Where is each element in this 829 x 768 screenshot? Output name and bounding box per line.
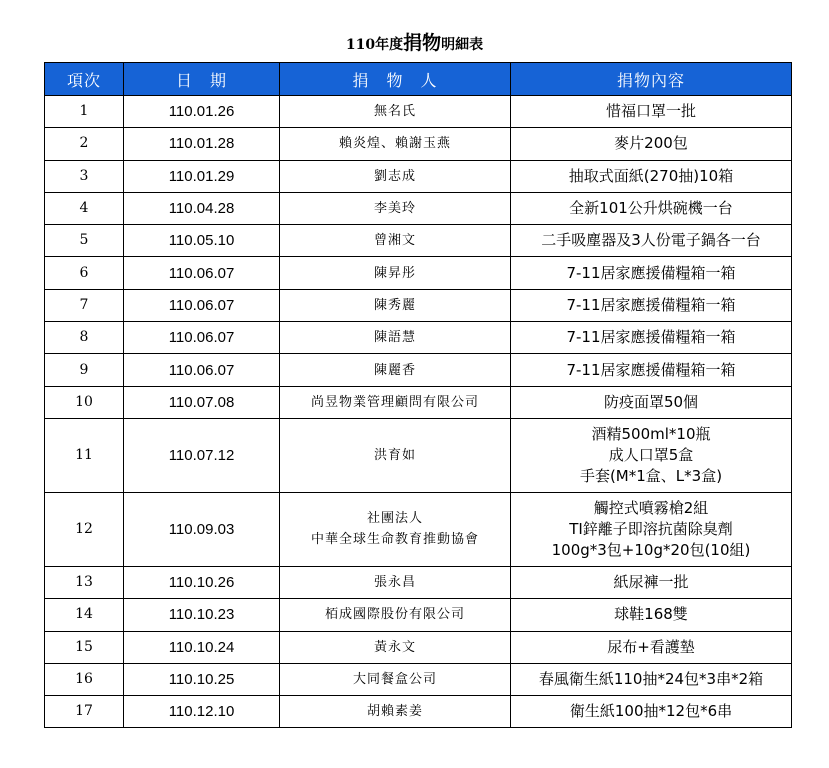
donor-line: 陳麗香	[373, 362, 416, 378]
content-line: 春風衛生紙110抽*24包*3串*2箱	[538, 670, 764, 688]
donor-line: 尚昱物業管理顧問有限公司	[310, 394, 479, 410]
table-row	[45, 631, 792, 663]
row-donor	[280, 225, 511, 257]
row-date: 110.05.10	[124, 225, 280, 257]
row-donor	[280, 289, 511, 321]
table-row	[45, 663, 792, 695]
title-suffix: 明細表	[441, 37, 484, 53]
row-donor	[280, 663, 511, 695]
table-row	[45, 696, 792, 728]
donor-line: 李美玲	[373, 201, 416, 217]
table-body	[45, 96, 792, 728]
row-content	[511, 225, 792, 257]
content-line: 惜福口罩一批	[605, 102, 696, 121]
header-date: 日 期	[124, 63, 280, 96]
row-content	[511, 160, 792, 192]
row-donor	[280, 160, 511, 192]
row-donor	[280, 566, 511, 598]
row-index: 6	[45, 257, 124, 289]
table-row	[45, 354, 792, 386]
row-donor	[280, 322, 511, 354]
content-line: TI鋅離子即溶抗菌除臭劑	[569, 519, 733, 538]
row-date: 110.06.07	[124, 322, 280, 354]
table-row	[45, 225, 792, 257]
content-line: 成人口罩5盒	[608, 445, 694, 464]
table-row	[45, 322, 792, 354]
donor-line: 曾湘文	[373, 233, 416, 249]
row-content	[511, 418, 792, 492]
row-index: 15	[45, 631, 124, 663]
row-content	[511, 631, 792, 663]
content-line: 手套(M*1盒、L*3盒)	[579, 466, 723, 485]
row-date: 110.06.07	[124, 354, 280, 386]
page-title	[0, 28, 829, 55]
row-content	[511, 492, 792, 566]
row-donor	[280, 257, 511, 289]
table-row	[45, 128, 792, 160]
row-donor	[280, 696, 511, 728]
row-content	[511, 599, 792, 631]
row-content	[511, 386, 792, 418]
table-row	[45, 160, 792, 192]
table-row	[45, 386, 792, 418]
row-content	[511, 696, 792, 728]
table-row	[45, 418, 792, 492]
donor-line: 陳秀麗	[373, 297, 416, 313]
content-line: 7-11居家應援備糧箱一箱	[566, 295, 736, 314]
donor-line: 胡賴素姜	[366, 704, 423, 720]
content-line: 紙尿褲一批	[613, 573, 689, 592]
content-line: 衛生紙100抽*12包*6串	[569, 702, 733, 721]
row-index: 13	[45, 566, 124, 598]
row-index: 14	[45, 599, 124, 631]
row-index: 17	[45, 696, 124, 728]
content-line: 抽取式面紙(270抽)10箱	[568, 166, 734, 185]
content-line: 觸控式噴霧槍2組	[593, 498, 709, 517]
table-row	[45, 289, 792, 321]
row-content	[511, 322, 792, 354]
donor-line: 大同餐盒公司	[352, 672, 437, 687]
content-line: 球鞋168雙	[614, 605, 688, 624]
content-line: 麥片200包	[614, 134, 688, 153]
row-index: 11	[45, 418, 124, 492]
content-line: 二手吸塵器及3人份電子鍋各一台	[541, 231, 761, 250]
table-header-row	[45, 63, 792, 96]
row-content	[511, 257, 792, 289]
row-date: 110.10.26	[124, 566, 280, 598]
row-donor	[280, 96, 511, 128]
row-date: 110.01.28	[124, 128, 280, 160]
row-index: 12	[45, 492, 124, 566]
content-line: 全新101公升烘碗機一台	[569, 199, 733, 218]
row-content	[511, 96, 792, 128]
table-row	[45, 257, 792, 289]
row-index: 7	[45, 289, 124, 321]
donor-line: 張永昌	[373, 575, 416, 591]
content-line: 7-11居家應援備糧箱一箱	[566, 328, 736, 347]
row-content	[511, 192, 792, 224]
donor-line: 黃永文	[373, 639, 416, 655]
row-index: 8	[45, 322, 124, 354]
row-index: 5	[45, 225, 124, 257]
donor-line: 陳昇彤	[373, 265, 416, 281]
row-date: 110.01.29	[124, 160, 280, 192]
row-date: 110.07.12	[124, 418, 280, 492]
row-content	[511, 663, 792, 695]
row-date: 110.12.10	[124, 696, 280, 728]
content-line: 100g*3包+10g*20包(10組)	[551, 540, 751, 559]
donor-line: 社團法人	[366, 511, 423, 527]
row-date: 110.06.07	[124, 289, 280, 321]
row-donor	[280, 492, 511, 566]
row-index: 4	[45, 192, 124, 224]
content-line: 7-11居家應援備糧箱一箱	[566, 360, 736, 379]
title-prefix: 110年度	[345, 37, 404, 53]
donor-line: 栢成國際股份有限公司	[324, 607, 465, 623]
table-row	[45, 192, 792, 224]
header-index: 項次	[45, 63, 124, 96]
row-donor	[280, 192, 511, 224]
donor-line: 陳語慧	[373, 330, 416, 346]
donation-table	[44, 62, 792, 728]
row-index: 3	[45, 160, 124, 192]
donor-line: 中華全球生命教育推動協會	[310, 532, 479, 548]
row-content	[511, 566, 792, 598]
table-row	[45, 492, 792, 566]
row-date: 110.10.24	[124, 631, 280, 663]
row-donor	[280, 599, 511, 631]
row-content	[511, 128, 792, 160]
row-index: 9	[45, 354, 124, 386]
row-donor	[280, 418, 511, 492]
row-index: 10	[45, 386, 124, 418]
content-line: 酒精500ml*10瓶	[591, 424, 711, 443]
content-line: 尿布+看護墊	[607, 637, 695, 656]
row-date: 110.09.03	[124, 492, 280, 566]
row-donor	[280, 386, 511, 418]
donor-line: 無名氏	[373, 104, 416, 120]
row-donor	[280, 128, 511, 160]
row-donor	[280, 354, 511, 386]
row-date: 110.06.07	[124, 257, 280, 289]
row-index: 16	[45, 663, 124, 695]
row-date: 110.07.08	[124, 386, 280, 418]
donor-line: 劉志成	[373, 168, 416, 184]
header-content: 捐物內容	[511, 63, 792, 96]
row-date: 110.01.26	[124, 96, 280, 128]
table-row	[45, 566, 792, 598]
table-row	[45, 96, 792, 128]
row-date: 110.10.25	[124, 663, 280, 695]
row-date: 110.10.23	[124, 599, 280, 631]
title-emphasis: 捐物	[403, 32, 442, 54]
header-donor: 捐 物 人	[280, 63, 511, 96]
content-line: 7-11居家應援備糧箱一箱	[566, 263, 736, 282]
content-line: 防疫面罩50個	[603, 392, 699, 411]
row-content	[511, 354, 792, 386]
row-date: 110.04.28	[124, 192, 280, 224]
row-index: 1	[45, 96, 124, 128]
donor-line: 洪育如	[373, 447, 416, 463]
donor-line: 賴炎煌、賴謝玉燕	[338, 136, 451, 152]
row-content	[511, 289, 792, 321]
row-donor	[280, 631, 511, 663]
row-index: 2	[45, 128, 124, 160]
table-row	[45, 599, 792, 631]
